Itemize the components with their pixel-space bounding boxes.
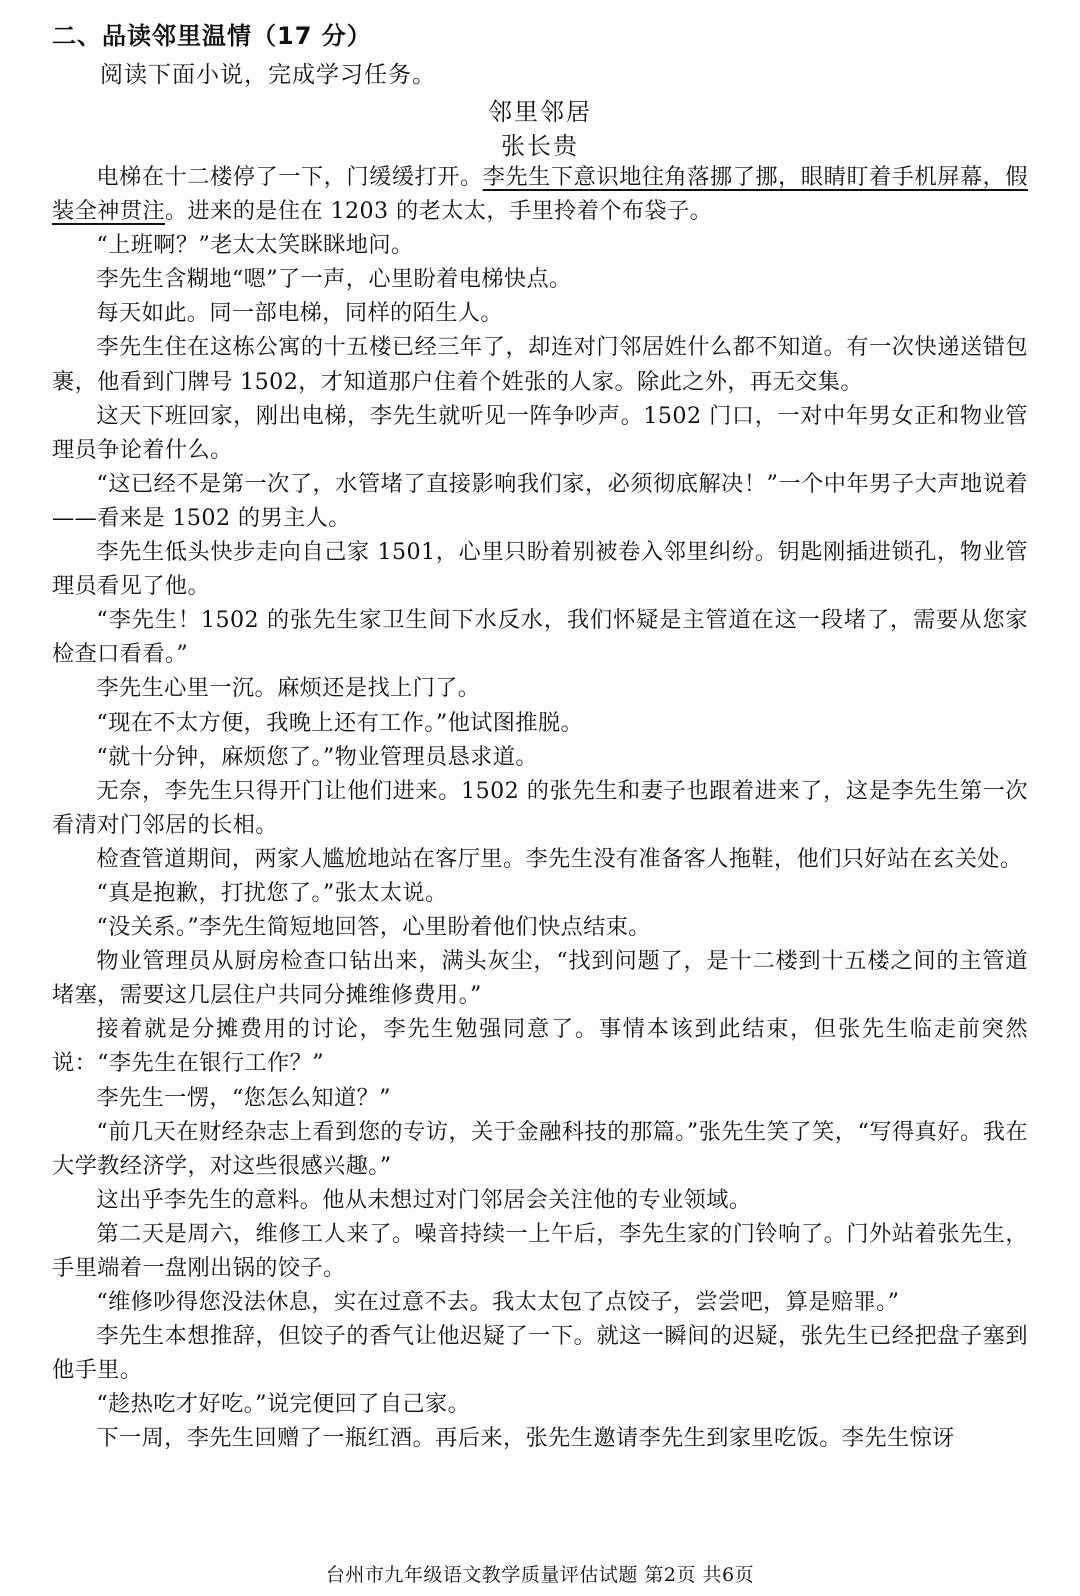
paragraph: 这出乎李先生的意料。他从未想过对门邻居会关注他的专业领域。 <box>96 1186 752 1213</box>
paragraph: 第二天是周六，维修工人来了。噪音持续一上午后，李先生家的门铃响了。门外站着张先生，手里端着一盘刚出锅的饺子。 <box>52 1220 1028 1281</box>
section-instruction: 阅读下面小说，完成学习任务。 <box>100 62 436 88</box>
underlined-sentence: 李先生下意识地往角落挪了挪，眼睛盯着手机屏幕，假装全神贯注 <box>52 164 1028 225</box>
paragraph: 每天如此。同一部电梯，同样的陌生人。 <box>96 300 503 327</box>
paragraph: “李先生！1502 的张先生家卫生间下水反水，我们怀疑是主管道在这一段堵了，需要从您家检查口看看。” <box>52 607 1028 668</box>
paragraph: 下一周，李先生回赠了一瓶红酒。再后来，张先生邀请李先生到家里吃饭。李先生惊讶 <box>96 1425 955 1452</box>
paragraph: “上班啊？”老太太笑眯眯地问。 <box>96 232 414 259</box>
story-author: 张长贵 <box>501 132 579 160</box>
story-title: 邻里邻居 <box>488 98 592 126</box>
story-body <box>52 160 1028 1456</box>
paragraph: 这天下班回家，刚出电梯，李先生就听见一阵争吵声。1502 门口，一对中年男女正和物业管理员争论着什么。 <box>52 402 1028 463</box>
paragraph: 检查管道期间，两家人尴尬地站在客厅里。李先生没有准备客人拖鞋，他们只好站在玄关处。 <box>96 845 1023 872</box>
paragraph: “真是抱歉，打扰您了。”张太太说。 <box>96 879 448 906</box>
paragraph: “就十分钟，麻烦您了。”物业管理员恳求道。 <box>96 743 538 770</box>
paragraph: 李先生一愣，“您怎么知道？” <box>96 1084 391 1111</box>
section-title: 二、品读邻里温情（17 分） <box>52 22 372 50</box>
paragraph: 电梯在十二楼停了一下，门缓缓打开。李先生下意识地往角落挪了挪，眼睛盯着手机屏幕，假装全神贯注。进来的是住在 1203 的老太太，手里拎着个布袋子。 <box>52 164 1028 225</box>
paragraph: 物业管理员从厨房检查口钻出来，满头灰尘，“找到问题了，是十二楼到十五楼之间的主管道堵塞，需要这几层住户共同分摊维修费用。” <box>52 948 1028 1009</box>
paragraph: “维修吵得您没法休息，实在过意不去。我太太包了点饺子，尝尝吧，算是赔罪。” <box>96 1289 900 1316</box>
paragraph: 无奈，李先生只得开门让他们进来。1502 的张先生和妻子也跟着进来了，这是李先生第一次看清对门邻居的长相。 <box>52 777 1028 838</box>
paragraph: 李先生住在这栋公寓的十五楼已经三年了，却连对门邻居姓什么都不知道。有一次快递送错包裹，他看到门牌号 1502，才知道那户住着个姓张的人家。除此之外，再无交集。 <box>52 334 1028 395</box>
paragraph: “前几天在财经杂志上看到您的专访，关于金融科技的那篇。”张先生笑了笑，“写得真好。我在大学教经济学，对这些很感兴趣。” <box>52 1118 1028 1179</box>
paragraph: 接着就是分摊费用的讨论，李先生勉强同意了。事情本该到此结束，但张先生临走前突然说：“李先生在银行工作？” <box>52 1016 1028 1077</box>
paragraph: “这已经不是第一次了，水管堵了直接影响我们家，必须彻底解决！”一个中年男子大声地说着——看来是 1502 的男主人。 <box>52 470 1028 531</box>
paragraph: 李先生含糊地“嗯”了一声，心里盼着电梯快点。 <box>96 266 572 293</box>
page-footer: 台州市九年级语文教学质量评估试题 第2页 共6页 <box>325 1564 755 1586</box>
paragraph: 李先生低头快步走向自己家 1501，心里只盼着别被卷入邻里纠纷。钥匙刚插进锁孔，物业管理员看见了他。 <box>52 539 1028 600</box>
paragraph: “趁热吃才好吃。”说完便回了自己家。 <box>96 1391 471 1418</box>
paragraph: 李先生本想推辞，但饺子的香气让他迟疑了一下。就这一瞬间的迟疑，张先生已经把盘子塞到他手里。 <box>52 1323 1028 1384</box>
paragraph: 李先生心里一沉。麻烦还是找上门了。 <box>96 675 481 702</box>
paragraph: “现在不太方便，我晚上还有工作。”他试图推脱。 <box>96 709 584 736</box>
paragraph: “没关系。”李先生简短地回答，心里盼着他们快点结束。 <box>96 914 651 941</box>
